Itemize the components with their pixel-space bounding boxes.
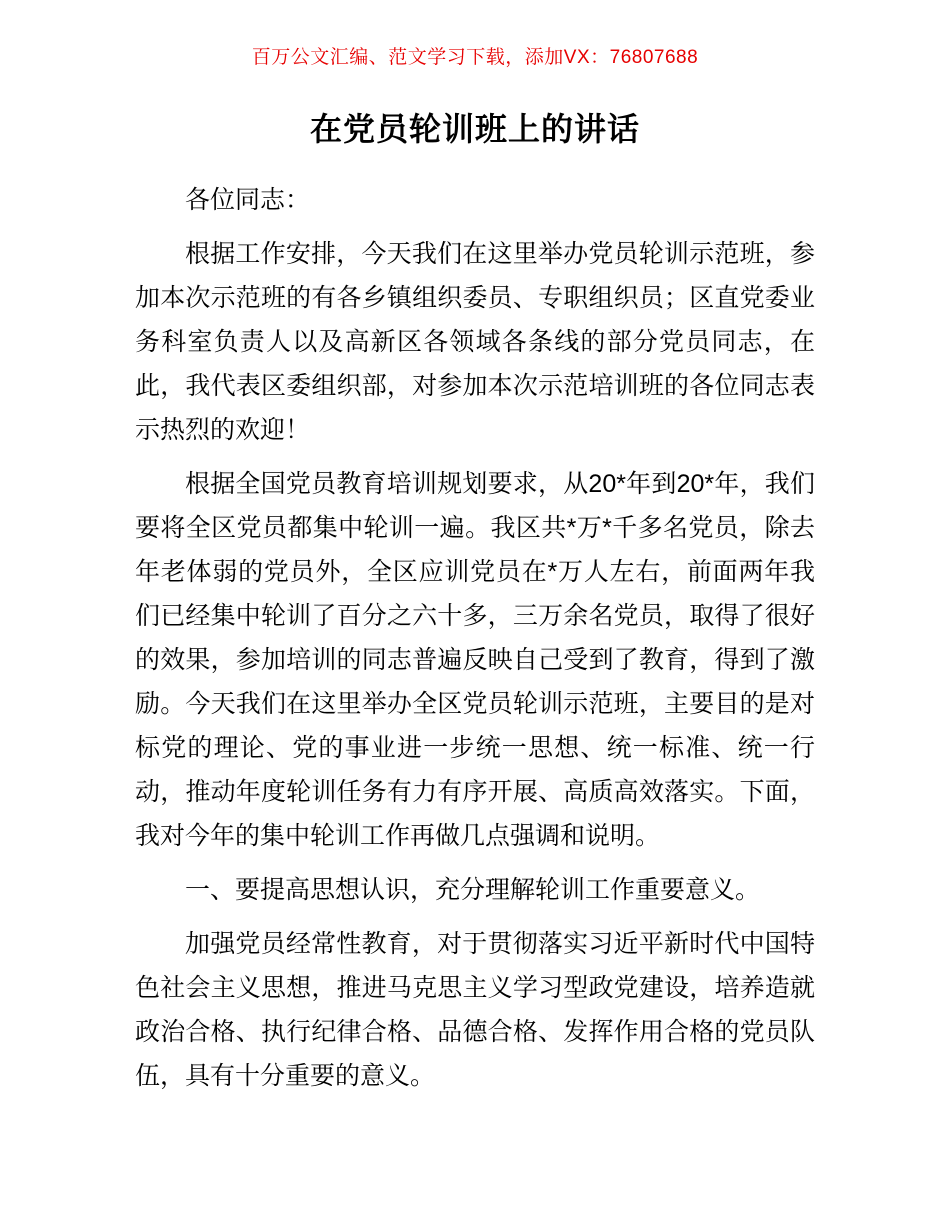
salutation-paragraph: 各位同志： [185, 186, 311, 214]
watermark-notice: 百万公文汇编、范文学习下载，添加VX：76807688 [251, 47, 699, 68]
body-paragraph-1: 根据工作安排，今天我们在这里举办党员轮训示范班，参加本次示范班的有各乡镇组织委员、专职组织员；区直党委业务科室负责人以及高新区各领域各条线的部分党员同志，在此，我代表区委组织部，对参加本次示范培训班的各位同志表示热烈的欢迎！ [135, 240, 815, 444]
document-title: 在党员轮训班上的讲话 [309, 111, 640, 147]
body-paragraph-2: 根据全国党员教育培训规划要求，从20*年到20*年，我们要将全区党员都集中轮训一遍。我区共*万*千多名党员，除去年老体弱的党员外，全区应训党员在*万人左右，前面两年我们已经集中轮训了百分之六十多，三万余名党员，取得了很好的效果，参加培训的同志普遍反映自己受到了教育，得到了激励。今天我们在这里举办全区党员轮训示范班，主要目的是对标党的理论、党的事业进一步统一思想、统一标准、统一行动，推动年度轮训任务有力有序开展、高质高效落实。下面，我对今年的集中轮训工作再做几点强调和说明。 [135, 470, 815, 850]
document-body [135, 178, 815, 1098]
body-paragraph-3: 加强党员经常性教育，对于贯彻落实习近平新时代中国特色社会主义思想，推进马克思主义学习型政党建设，培养造就政治合格、执行纪律合格、品德合格、发挥作用合格的党员队伍，具有十分重要的意义。 [135, 930, 815, 1090]
section-heading-1: 一、要提高思想认识，充分理解轮训工作重要意义。 [185, 876, 761, 904]
